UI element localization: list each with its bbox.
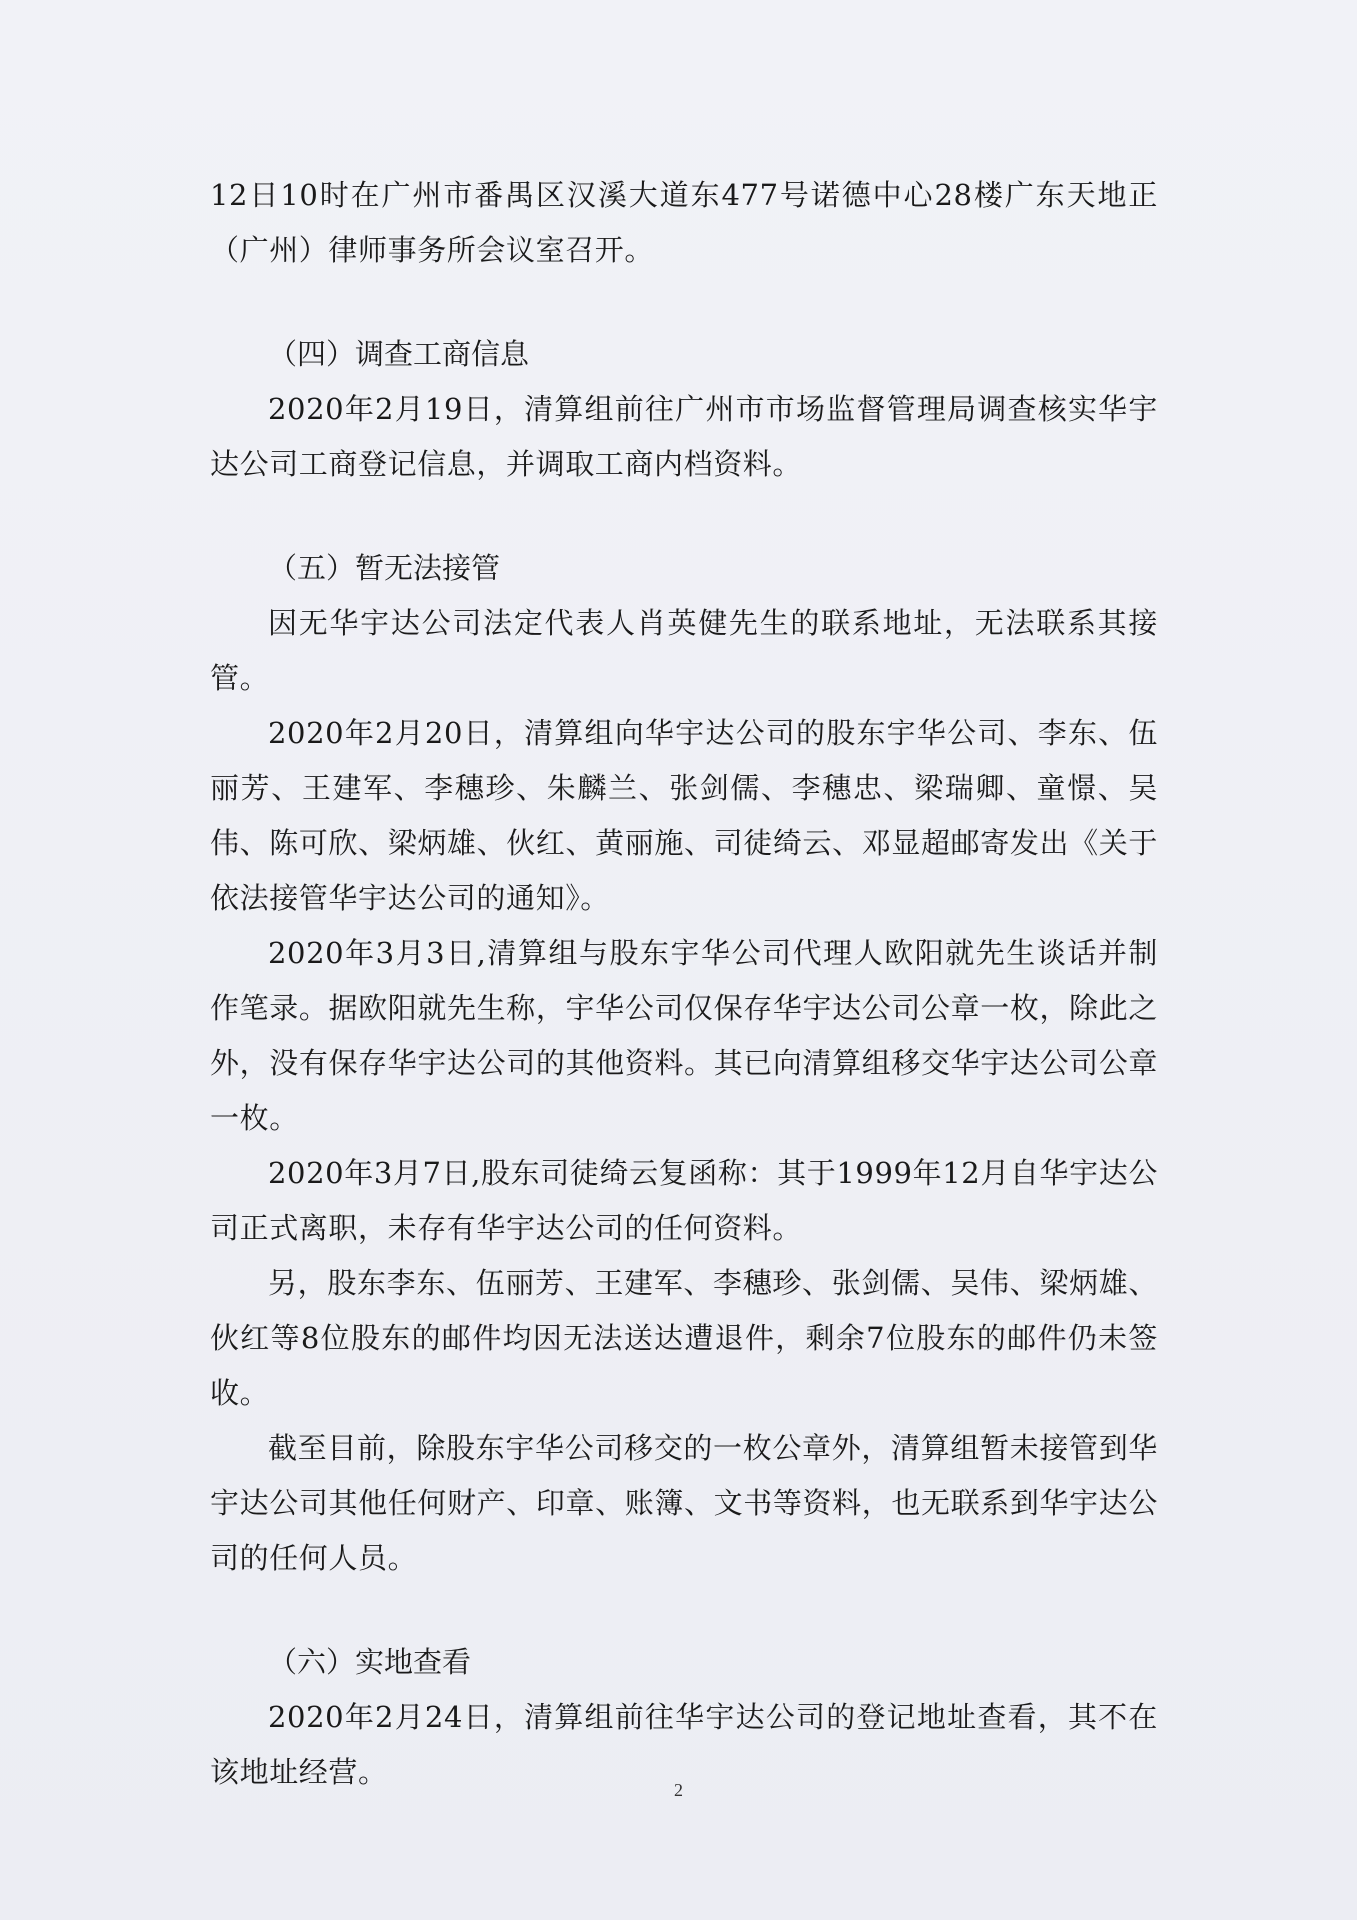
opening-paragraph: 12日10时在广州市番禺区汉溪大道东477号诺德中心28楼广东天地正（广州）律师事务所会议室召开。 xyxy=(210,178,1158,267)
section-5-paragraph: 2020年3月7日,股东司徒绮云复函称：其于1999年12月自华宇达公司正式离职，未存有华宇达公司的任何资料。 xyxy=(210,1156,1158,1245)
page-number: 2 xyxy=(674,1780,683,1800)
section-5-paragraph: 另，股东李东、伍丽芳、王建军、李穗珍、张剑儒、吴伟、梁炳雄、伙红等8位股东的邮件均因无法送达遭退件，剩余7位股东的邮件仍未签收。 xyxy=(210,1266,1158,1410)
section-5-paragraph: 截至目前，除股东宇华公司移交的一枚公章外，清算组暂未接管到华宇达公司其他任何财产、印章、账簿、文书等资料，也无联系到华宇达公司的任何人员。 xyxy=(210,1431,1158,1575)
section-6-heading: （六）实地查看 xyxy=(268,1645,472,1679)
document-body xyxy=(210,168,1158,1800)
section-5-heading: （五）暂无法接管 xyxy=(268,551,501,585)
section-5-paragraph: 因无华宇达公司法定代表人肖英健先生的联系地址，无法联系其接管。 xyxy=(210,606,1158,695)
section-4-heading: （四）调查工商信息 xyxy=(268,337,530,371)
section-6-paragraph: 2020年2月24日，清算组前往华宇达公司的登记地址查看，其不在该地址经营。 xyxy=(210,1700,1158,1789)
section-5-paragraph: 2020年3月3日,清算组与股东宇华公司代理人欧阳就先生谈话并制作笔录。据欧阳就先生称，宇华公司仅保存华宇达公司公章一枚，除此之外，没有保存华宇达公司的其他资料。其已向清算组移交华宇达公司公章一枚。 xyxy=(210,936,1158,1135)
section-4-paragraph: 2020年2月19日，清算组前往广州市市场监督管理局调查核实华宇达公司工商登记信息，并调取工商内档资料。 xyxy=(210,392,1158,481)
section-5-paragraph: 2020年2月20日，清算组向华宇达公司的股东宇华公司、李东、伍丽芳、王建军、李穗珍、朱麟兰、张剑儒、李穗忠、梁瑞卿、童憬、吴伟、陈可欣、梁炳雄、伙红、黄丽施、司徒绮云、邓显超邮寄发出《关于依法接管华宇达公司的通知》。 xyxy=(210,716,1158,915)
